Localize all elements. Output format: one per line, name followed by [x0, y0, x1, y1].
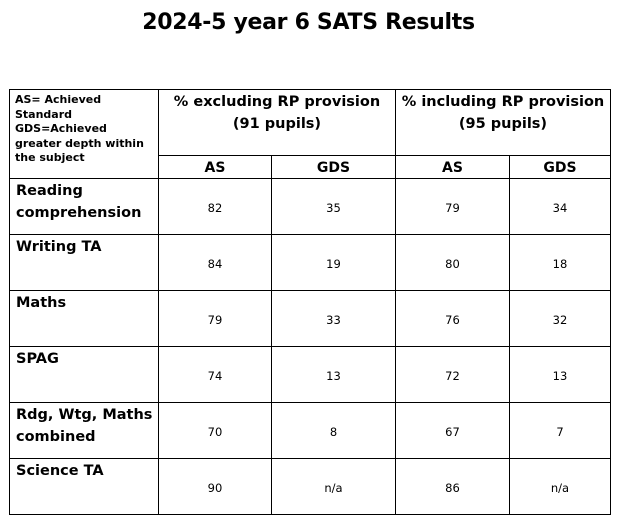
group-header-including-rp: % including RP provision (95 pupils) — [396, 90, 611, 156]
group-header-excluding-rp: % excluding RP provision (91 pupils) — [159, 90, 396, 156]
row-label-spag: SPAG — [10, 347, 159, 403]
row-label-writing: Writing TA — [10, 235, 159, 291]
value-cell: 13 — [510, 347, 611, 403]
value-cell: 35 — [272, 179, 396, 235]
row-label-combined: Rdg, Wtg, Maths combined — [10, 403, 159, 459]
key-line: AS= Achieved — [15, 93, 102, 106]
value-cell: 67 — [396, 403, 510, 459]
value-cell: 74 — [159, 347, 272, 403]
value-cell: 34 — [510, 179, 611, 235]
row-label-science: Science TA — [10, 459, 159, 515]
value-cell: 82 — [159, 179, 272, 235]
sub-header-gds: GDS — [272, 156, 396, 179]
sub-header-as: AS — [159, 156, 272, 179]
value-cell: 13 — [272, 347, 396, 403]
table-row — [10, 291, 611, 347]
sub-header-as: AS — [396, 156, 510, 179]
row-label-reading: Reading comprehension — [10, 179, 159, 235]
key-line: the subject — [15, 151, 85, 164]
table-row — [10, 347, 611, 403]
key-line: Standard — [15, 107, 73, 121]
sub-header-gds: GDS — [510, 156, 611, 179]
value-cell: 18 — [510, 235, 611, 291]
value-cell: 79 — [396, 179, 510, 235]
table-row — [10, 179, 611, 235]
value-cell: 19 — [272, 235, 396, 291]
value-cell: 70 — [159, 403, 272, 459]
value-cell: 90 — [159, 459, 272, 515]
page-title: 2024-5 year 6 SATS Results — [142, 10, 475, 35]
key-cell — [10, 90, 159, 179]
value-cell: 32 — [510, 291, 611, 347]
value-cell: 72 — [396, 347, 510, 403]
row-label-maths: Maths — [10, 291, 159, 347]
group-header-row — [10, 90, 611, 156]
value-cell: 33 — [272, 291, 396, 347]
value-cell: 79 — [159, 291, 272, 347]
table-row — [10, 235, 611, 291]
key-line: GDS=Achieved — [15, 122, 107, 135]
value-cell: 84 — [159, 235, 272, 291]
value-cell: n/a — [272, 459, 396, 515]
value-cell: 80 — [396, 235, 510, 291]
value-cell: 7 — [510, 403, 611, 459]
value-cell: 8 — [272, 403, 396, 459]
value-cell: 76 — [396, 291, 510, 347]
value-cell: 86 — [396, 459, 510, 515]
table-row — [10, 403, 611, 459]
key-line: greater depth within — [15, 136, 144, 150]
table-row — [10, 459, 611, 515]
value-cell: n/a — [510, 459, 611, 515]
results-table — [9, 89, 611, 515]
